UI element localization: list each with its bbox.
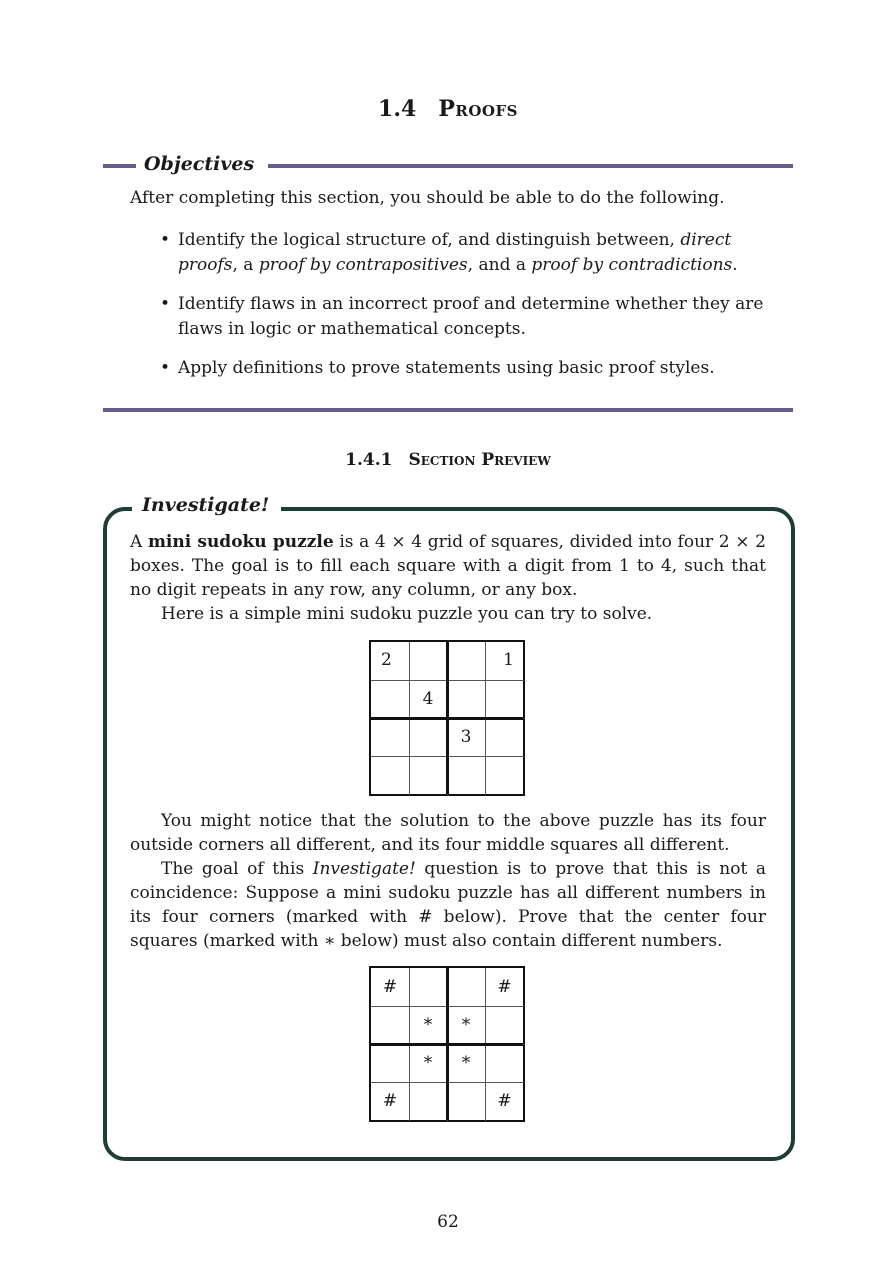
grid-cell: # xyxy=(371,1082,410,1121)
grid-cell xyxy=(409,718,448,757)
grid-cell xyxy=(447,642,486,681)
objectives-list xyxy=(160,228,770,395)
grid-cell: # xyxy=(485,968,524,1007)
investigate-label: Investigate! xyxy=(132,494,281,516)
term-contradictions: proof by contradictions xyxy=(531,255,733,275)
investigate-paragraph-2: Here is a simple mini sudoku puzzle you can try to solve. xyxy=(161,604,653,624)
grid-cell xyxy=(409,756,448,795)
para-text: is a 4 × 4 grid of squares, divided into four 2 × 2 boxes. The goal is to fill each square with a digit from 1 to 4, such that no digit repeats in any row, any column, or any box. xyxy=(130,532,766,600)
page-number: 62 xyxy=(437,1212,459,1232)
para-text: A xyxy=(130,532,148,552)
objective-text: Identify the logical structure of, and distinguish between, xyxy=(178,230,681,250)
subsection-title xyxy=(0,450,896,470)
objectives-bottom-rule xyxy=(103,408,793,412)
investigate-text xyxy=(130,530,766,626)
objective-item: • Identify flaws in an incorrect proof and determine whether they are flaws in logic or mathematical concepts. xyxy=(160,292,770,342)
objectives-intro: After completing this section, you should be able to do the following. xyxy=(130,188,725,208)
objective-item xyxy=(160,228,770,278)
grid-cell xyxy=(485,756,524,795)
para-text: The goal of this xyxy=(161,859,313,879)
grid-cell xyxy=(371,680,410,719)
grid-cell: 4 xyxy=(409,680,448,719)
objectives-label: Objectives xyxy=(136,153,268,175)
subsection-name: Section Preview xyxy=(408,450,551,470)
investigate-text-2 xyxy=(130,809,766,953)
grid-cell xyxy=(447,968,486,1007)
subsection-number: 1.4.1 xyxy=(345,450,393,470)
grid-cell xyxy=(409,642,448,681)
sudoku-puzzle-grid xyxy=(369,640,525,796)
grid-cell: * xyxy=(409,1044,448,1083)
section-title xyxy=(0,96,896,122)
grid-cell: * xyxy=(409,1006,448,1045)
term-contrapositives: proof by contrapositives xyxy=(258,255,468,275)
grid-cell xyxy=(485,1044,524,1083)
investigate-paragraph-3: You might notice that the solution to the above puzzle has its four outside corners all different, and its four middle squares all different. xyxy=(130,811,766,855)
objective-text: , and a xyxy=(467,255,532,275)
grid-cell xyxy=(409,1082,448,1121)
box-divider-horizontal xyxy=(371,1043,523,1046)
grid-cell xyxy=(447,756,486,795)
grid-cell: 1 xyxy=(485,642,524,681)
grid-cell: * xyxy=(447,1006,486,1045)
sudoku-marked-grid xyxy=(369,966,525,1122)
grid-cell: * xyxy=(447,1044,486,1083)
grid-cell: 2 xyxy=(371,642,410,681)
grid-cell xyxy=(371,1044,410,1083)
term-mini-sudoku: mini sudoku puzzle xyxy=(147,532,334,552)
grid-cell: # xyxy=(497,1091,512,1111)
grid-cell: # xyxy=(371,968,410,1007)
grid-cell xyxy=(371,756,410,795)
grid-cell xyxy=(485,718,524,757)
grid-cell: 3 xyxy=(447,718,486,757)
grid-cell xyxy=(371,718,410,757)
investigate-paragraph-4 xyxy=(130,857,766,953)
para-text: question is to prove that this is not a coincidence: Suppose a mini sudoku puzzle has all different numbers in its four corners (marked with # below). Prove that the center four squares (marked with ∗ below) must also contain different numbers. xyxy=(130,859,766,951)
grid-cell xyxy=(485,1006,524,1045)
term-direct-proofs: direct proofs xyxy=(178,230,732,275)
section-name: Proofs xyxy=(438,96,518,122)
objective-item: • Apply definitions to prove statements using basic proof styles. xyxy=(160,356,770,381)
grid-cell xyxy=(485,680,524,719)
objective-text: . xyxy=(732,255,738,275)
grid-cell xyxy=(447,1082,486,1121)
investigate-paragraph-1 xyxy=(130,530,766,602)
section-number: 1.4 xyxy=(378,96,417,122)
box-divider-horizontal xyxy=(371,717,523,720)
grid-cell xyxy=(371,1006,410,1045)
term-investigate: Investigate! xyxy=(312,859,416,879)
grid-cell xyxy=(447,680,486,719)
objective-text: , a xyxy=(232,255,259,275)
grid-cell xyxy=(409,968,448,1007)
